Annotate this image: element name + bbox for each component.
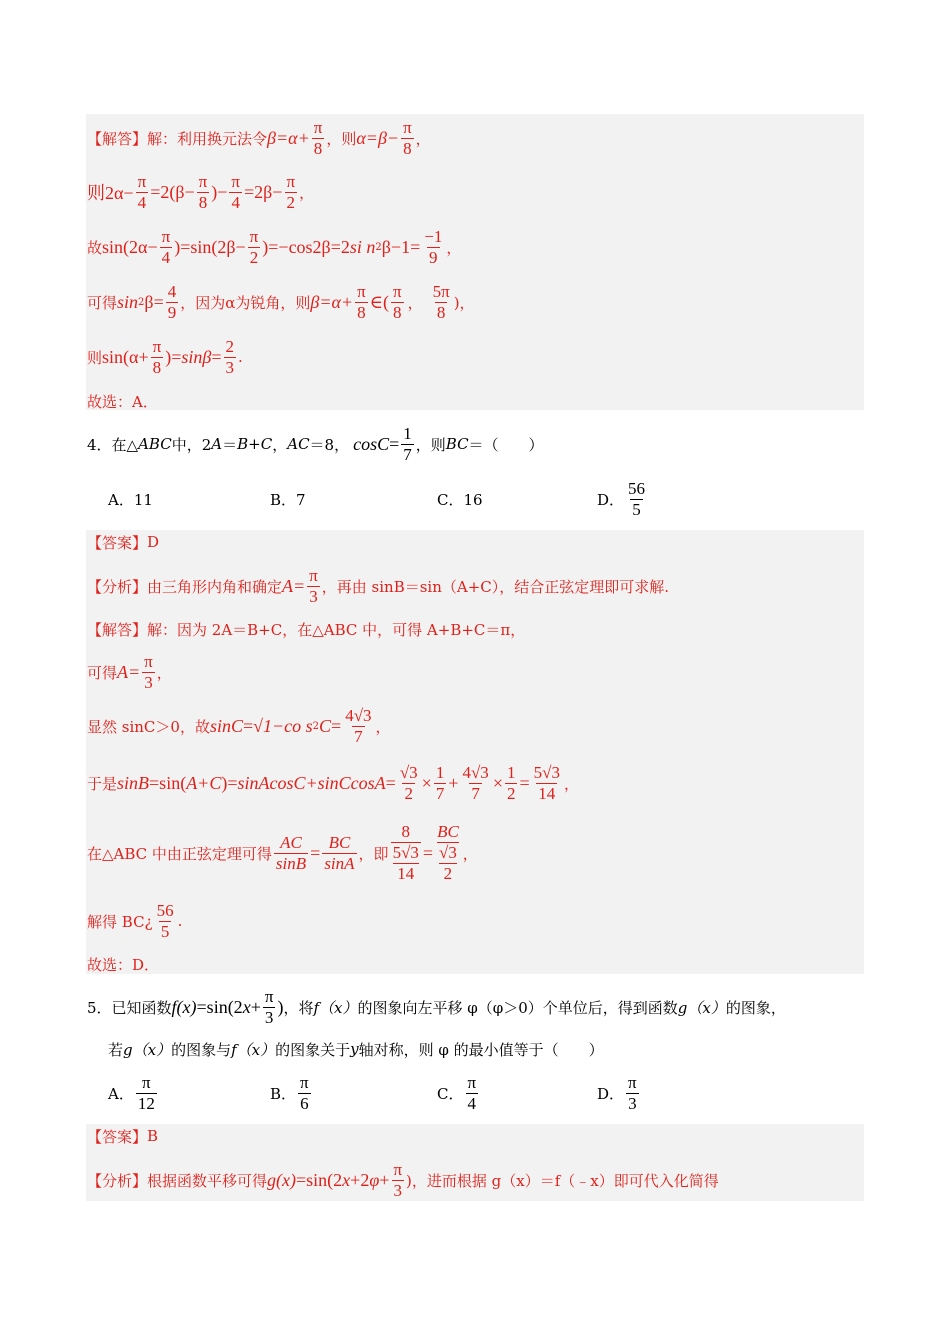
fraction: $\frac{56}{5}$: [628, 478, 646, 519]
fraction: $\frac{\pi}{3}$: [264, 986, 274, 1027]
fraction: $\frac{\pi}{6}$: [300, 1072, 309, 1113]
fraction: $\frac{\pi}{8}$: [357, 281, 366, 322]
fraction: $\frac{AC}{\sin B}$: [275, 832, 307, 873]
fraction: $\frac{√3}{2}$: [399, 762, 418, 803]
fraction: $\frac{\pi}{2}$: [249, 226, 259, 267]
fraction: $\frac{4√3}{7}$: [345, 705, 372, 746]
q5-stem-line-2: 若 g（x） 的图象与 f（x） 的图象关于 y 轴对称，则 φ 的最小值等于（ ）: [108, 1040, 604, 1059]
fraction: $\frac{56}{5}$: [156, 900, 174, 941]
q4-solution-line-4: 于是 sinB =sin( A+C )= sinAcosC+sinCcosA = $\frac{√3}{2}$ × $\frac{1}{7}$ + $\frac{4√3}{7}$ × $\frac{1}{2}$ = $\frac{5√3}{14}$ ，: [87, 762, 579, 803]
q4-solution-line-3: 显然 sinC＞0，故 sinC = √1−co s 2 C = $\frac{4√3}{7}$ ，: [87, 705, 391, 746]
fraction: $\frac{\pi}{8}$: [198, 171, 208, 212]
q3-choice-line: 故选：A．: [87, 392, 158, 411]
q3-solution-line-3: 故 sin(2α− $\frac{\pi}{4}$ )=sin(2β− $\frac{\pi}{2}$ )=−cos2β=2 si n 2 β−1= $\frac{-1}{9}$ ，: [87, 226, 462, 267]
fraction: $\frac{-1}{9}$: [424, 226, 443, 267]
fraction: $\frac{4√3}{7}$: [462, 762, 489, 803]
fraction: $\frac{\pi}{3}$: [628, 1072, 637, 1113]
fraction: $\frac{5\pi}{8}$: [432, 281, 450, 322]
fraction: $\frac{\pi}{8}$: [403, 117, 412, 158]
q4-analysis: 【分析】 由三角形内角和确定 A= $\frac{\pi}{3}$ ，再由 sinB＝sin（A+C），结合正弦定理即可求解.: [87, 565, 670, 606]
fraction: $\frac{\pi}{4}$: [137, 171, 147, 212]
fraction: $\frac{\pi}{3}$: [144, 651, 153, 692]
q3-solution-line-2: 则2α− $\frac{\pi}{4}$ =2(β− $\frac{\pi}{8}$ )− $\frac{\pi}{4}$ =2β− $\frac{\pi}{2}$ ，: [87, 171, 315, 212]
q4-answer: 【答案】 D: [87, 533, 160, 552]
q5-analysis: 【分析】 根据函数平移可得 g(x) =sin(2 x +2 φ + $\frac{\pi}{3}$ )，进而根据 g（x）＝f（﹣x）即可代入化简得: [87, 1159, 719, 1200]
fraction: $\frac{\pi}{12}$: [137, 1072, 155, 1113]
q4-solution-line-6: 解得 BC¿ $\frac{56}{5}$ .: [87, 900, 183, 941]
compound-fraction: 8 5√3 14: [392, 822, 419, 883]
q3-solution-line-5: 则 sin(α+ $\frac{\pi}{8}$ )= sinβ = $\frac{2}{3}$ .: [87, 336, 243, 377]
fraction: $\frac{5√3}{14}$: [533, 762, 560, 803]
fraction: $\frac{\pi}{8}$: [313, 117, 323, 158]
fraction: $\frac{BC}{\sin A}$: [324, 832, 355, 873]
fraction: $\frac{2}{3}$: [225, 336, 234, 377]
q4-solution-line-1: 【解答】 解：因为 2A＝B+C，在△ABC 中，可得 A+B+C＝π，: [87, 620, 526, 639]
fraction: $\frac{\pi}{3}$: [393, 1159, 403, 1200]
q4-option-a: A．11: [108, 490, 153, 509]
q5-option-d: D． $\frac{\pi}{3}$: [597, 1072, 637, 1113]
q5-option-b: B． $\frac{\pi}{6}$: [270, 1072, 309, 1113]
fraction: $\frac{4}{9}$: [167, 281, 177, 322]
q4-option-b: B．7: [270, 490, 306, 509]
q4-option-c: C．16: [437, 490, 483, 509]
q4-solution-line-5: 在△ABC 中由正弦定理可得 $\frac{AC}{\sin B}$ = $\frac{BC}{\sin A}$ ，即 8 5√3 14 = BC √3 2 ，: [87, 822, 478, 883]
fraction: $\frac{\pi}{3}$: [309, 565, 318, 606]
fraction: $\frac{\pi}{4}$: [467, 1072, 477, 1113]
q4-choice-line: 故选：D．: [87, 955, 160, 974]
fraction: $\frac{\pi}{4}$: [231, 171, 240, 212]
q4-option-d: D． $\frac{56}{5}$: [597, 478, 646, 519]
q5-stem-line-1: 5．已知函数 f(x) =sin(2 x + $\frac{\pi}{3}$ ) ，将 f（x） 的图象向左平移 φ（φ＞0）个单位后，得到函数 g（x） 的图象，: [87, 986, 786, 1027]
fraction: $\frac{\pi}{4}$: [161, 226, 171, 267]
q3-solution-line-1: 【解答】 解：利用换元法令 β=α+ $\frac{\pi}{8}$ ，则 α=β− $\frac{\pi}{8}$ ，: [87, 117, 431, 158]
fraction: $\frac{\pi}{8}$: [393, 281, 402, 322]
q4-solution-line-2: 可得 A= $\frac{\pi}{3}$ ，: [87, 651, 172, 692]
fraction: $\frac{\pi}{2}$: [286, 171, 296, 212]
q5-option-c: C． $\frac{\pi}{4}$: [437, 1072, 477, 1113]
fraction: $\frac{1}{7}$: [435, 762, 445, 803]
fraction: $\frac{1}{7}$: [403, 423, 412, 464]
q5-option-a: A． $\frac{\pi}{12}$: [108, 1072, 155, 1113]
q3-solution-line-4: 可得 sin 2 β= $\frac{4}{9}$ ，因为α为锐角，则 β=α+ $\frac{\pi}{8}$ ∈( $\frac{\pi}{8}$ ， $\frac{5\pi}{8}$ )，: [87, 281, 475, 322]
fraction: $\frac{1}{2}$: [506, 762, 516, 803]
q5-answer: 【答案】 B: [87, 1127, 159, 1146]
fraction: $\frac{\pi}{8}$: [152, 336, 162, 377]
compound-fraction: BC √3 2: [437, 822, 459, 883]
q4-stem: 4．在△ ABC 中，2 A ＝ B + C ， AC ＝8， cosC = $\frac{1}{7}$ ，则 BC ＝（ ）: [87, 423, 544, 464]
